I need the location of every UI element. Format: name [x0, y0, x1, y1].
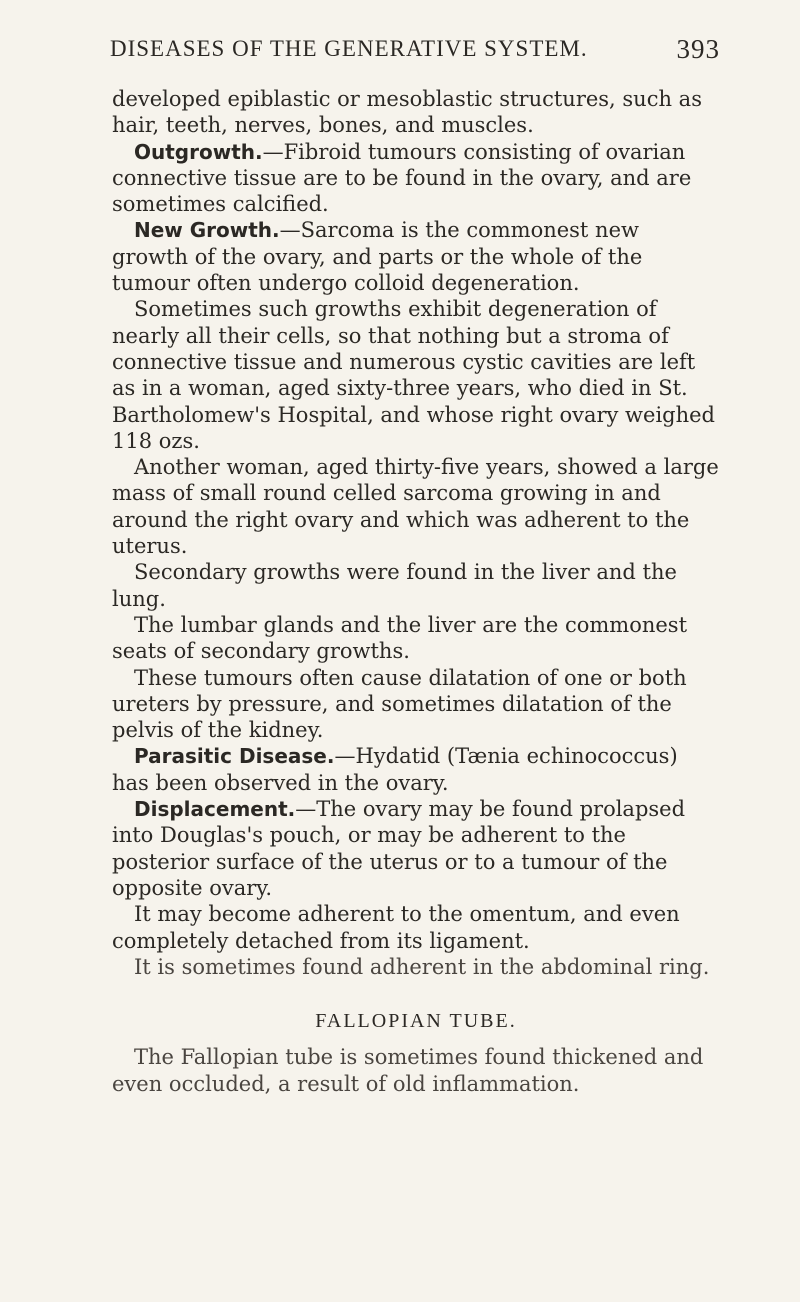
paragraph-text: Another woman, aged thirty-five years, showed a large mass of small round celled sarcoma growing in and around the right ovary and which was adherent to the uterus. — [112, 455, 719, 559]
paragraph — [112, 901, 720, 954]
running-title: DISEASES OF THE GENERATIVE SYSTEM. — [110, 36, 588, 61]
paragraph — [112, 954, 720, 980]
paragraph — [112, 665, 720, 744]
paragraph-text: It may become adherent to the omentum, and even completely detached from its ligament. — [112, 902, 680, 953]
paragraph-parasitic-disease — [112, 743, 720, 796]
paragraph-text: Secondary growths were found in the liver and the lung. — [112, 560, 677, 611]
section-paragraph — [112, 1044, 720, 1097]
paragraph-text: Sometimes such growths exhibit degeneration of nearly all their cells, so that nothing but a stroma of connective tissue and numerous cystic cavities are left as in a woman, aged sixty-three years, who died in St. Bartholomew's Hospital, and whose right ovary weighed 118 ozs. — [112, 297, 716, 453]
paragraph-heading: Outgrowth. — [134, 139, 263, 164]
paragraph-heading: New Growth. — [134, 218, 280, 243]
paragraph — [112, 559, 720, 612]
paragraph-text: —Hydatid (Tænia echinococcus) has been observed in the ovary. — [112, 744, 678, 795]
paragraph-outgrowth — [112, 139, 720, 218]
paragraph-text: These tumours often cause dilatation of one or both ureters by pressure, and sometimes dilatation of the pelvis of the kidney. — [112, 665, 687, 743]
paragraph — [112, 86, 720, 139]
paragraph — [112, 454, 720, 559]
paragraph-text: developed epiblastic or mesoblastic structures, such as hair, teeth, nerves, bones, and muscles. — [112, 87, 702, 138]
paragraph-heading: Displacement. — [134, 797, 296, 822]
paragraph — [112, 296, 720, 454]
body-text — [112, 86, 720, 1097]
page-number: 393 — [676, 34, 720, 64]
paragraph-new-growth — [112, 217, 720, 296]
paragraph-text: It is sometimes found adherent in the abdominal ring. — [134, 954, 710, 979]
paragraph — [112, 612, 720, 665]
paragraph-text: —Fibroid tumours consisting of ovarian connective tissue are to be found in the ovary, and are sometimes calcified. — [112, 139, 692, 217]
section-title: FALLOPIAN TUBE. — [315, 1010, 517, 1033]
paragraph-text: —Sarcoma is the commonest new growth of the ovary, and parts or the whole of the tumour often undergo colloid degeneration. — [112, 218, 643, 296]
paragraph-displacement — [112, 796, 720, 901]
paragraph-text: The lumbar glands and the liver are the commonest seats of secondary growths. — [112, 612, 688, 664]
paragraph-text: The Fallopian tube is sometimes found thickened and even occluded, a result of old inflammation. — [112, 1045, 704, 1096]
paragraph-heading: Parasitic Disease. — [134, 744, 335, 769]
paragraph-text: —The ovary may be found prolapsed into Douglas's pouch, or may be adherent to the posterior surface of the uterus or to a tumour of the opposite ovary. — [112, 797, 686, 900]
